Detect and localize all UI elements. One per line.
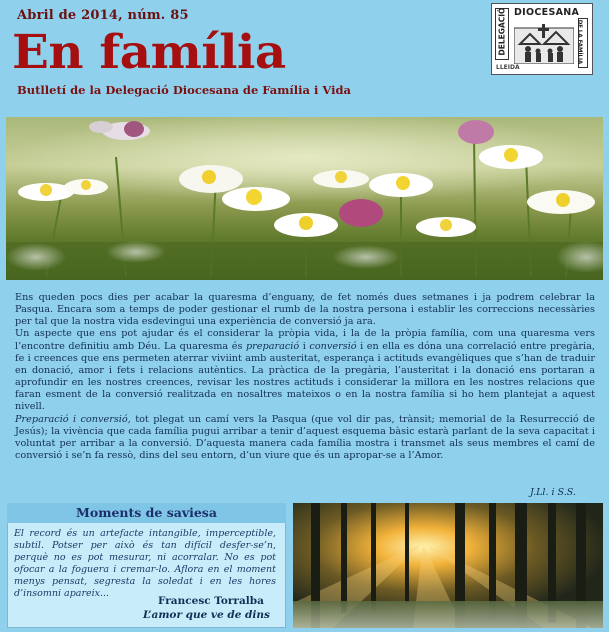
article-body (15, 292, 595, 462)
article-paragraph-1: Ens queden pocs dies per acabar la quaresma d’enguany, de fet només dues setmanes i ja podrem celebrar la Pasqua. Encara som a temps de poder gestionar el rumb de la nostra persona i establir les correccions necessàries per tal que la nostra vida esdevingui una experiència de conversió ja ara. (15, 292, 595, 328)
quote-author: Francesc Torralba (158, 595, 264, 607)
wisdom-box-title: Moments de saviesa (7, 503, 286, 523)
family-icon (514, 22, 574, 64)
wisdom-quote: El record és un artefacte intangible, imperceptible, subtil. Potser per això és tan difícil desfer-se’n, perquè no es pot mesurar, ni acorralar. No es pot ofocar a la foguera i cremar-lo. Aflora en el moment menys pensat, segresta la soledat i en les hores d’insomni apareix... (14, 528, 276, 599)
issue-info: Abril de 2014, núm. 85 (17, 8, 189, 23)
logo-city: LLEIDA (496, 64, 520, 71)
logo-vertical-right: DE LA FAMÍLIA (578, 18, 588, 68)
logo-vertical-left: DELEGACIÓ (495, 8, 509, 60)
article-signature: J.Ll. i S.S. (530, 487, 576, 498)
logo-diocesana-text: DIOCESANA (514, 7, 580, 18)
article-paragraph-3: Preparació i conversió, tot plegat un camí vers la Pasqua (que vol dir pas, trànsit; memorial de la Resurrecció de Jesús); la vivència que cada família pugui arribar a tenir d’aquest esquema bàsic estarà parlant de la seva capacitat i voluntat per arribar a la conversió. D’aquesta manera cada família mostra i transmet als seus membres el camí de conversió i se’n fa ressò, dins del seu entorn, d’un viure que és un apropar-se a l’Amor. (15, 413, 595, 462)
delegation-logo (491, 3, 593, 75)
daisies-photo (6, 117, 603, 280)
newsletter-title: En família (12, 25, 286, 80)
forest-photo (293, 503, 603, 628)
quote-book-title: L’amor que ve de dins (143, 609, 270, 621)
article-paragraph-2: Un aspecte que ens pot ajudar és el considerar la pròpia vida, i la de la pròpia família, com una quaresma vers l’encontre definitiu amb Déu. La quaresma és preparació i conversió i en ella es dóna una correlació entre pregària, fe i creences que ens permeten aterrar viviint amb austeritat, esperança i actituds evangèliques que s’han de traduir en donació, amor i fets i relacions autèntics. La pràctica de la pregària, l’austeritat i la donació ens portaran a aprofundir en les nostres creences, revisar les nostres actituds i considerar la millora en les nostres relacions que faran esment de la conversió realitzada en nosaltres mateixos o en la nostra família si ho hem plantejat a aquest nivell. (15, 328, 595, 413)
newsletter-subtitle: Butlletí de la Delegació Diocesana de Família i Vida (17, 83, 351, 97)
